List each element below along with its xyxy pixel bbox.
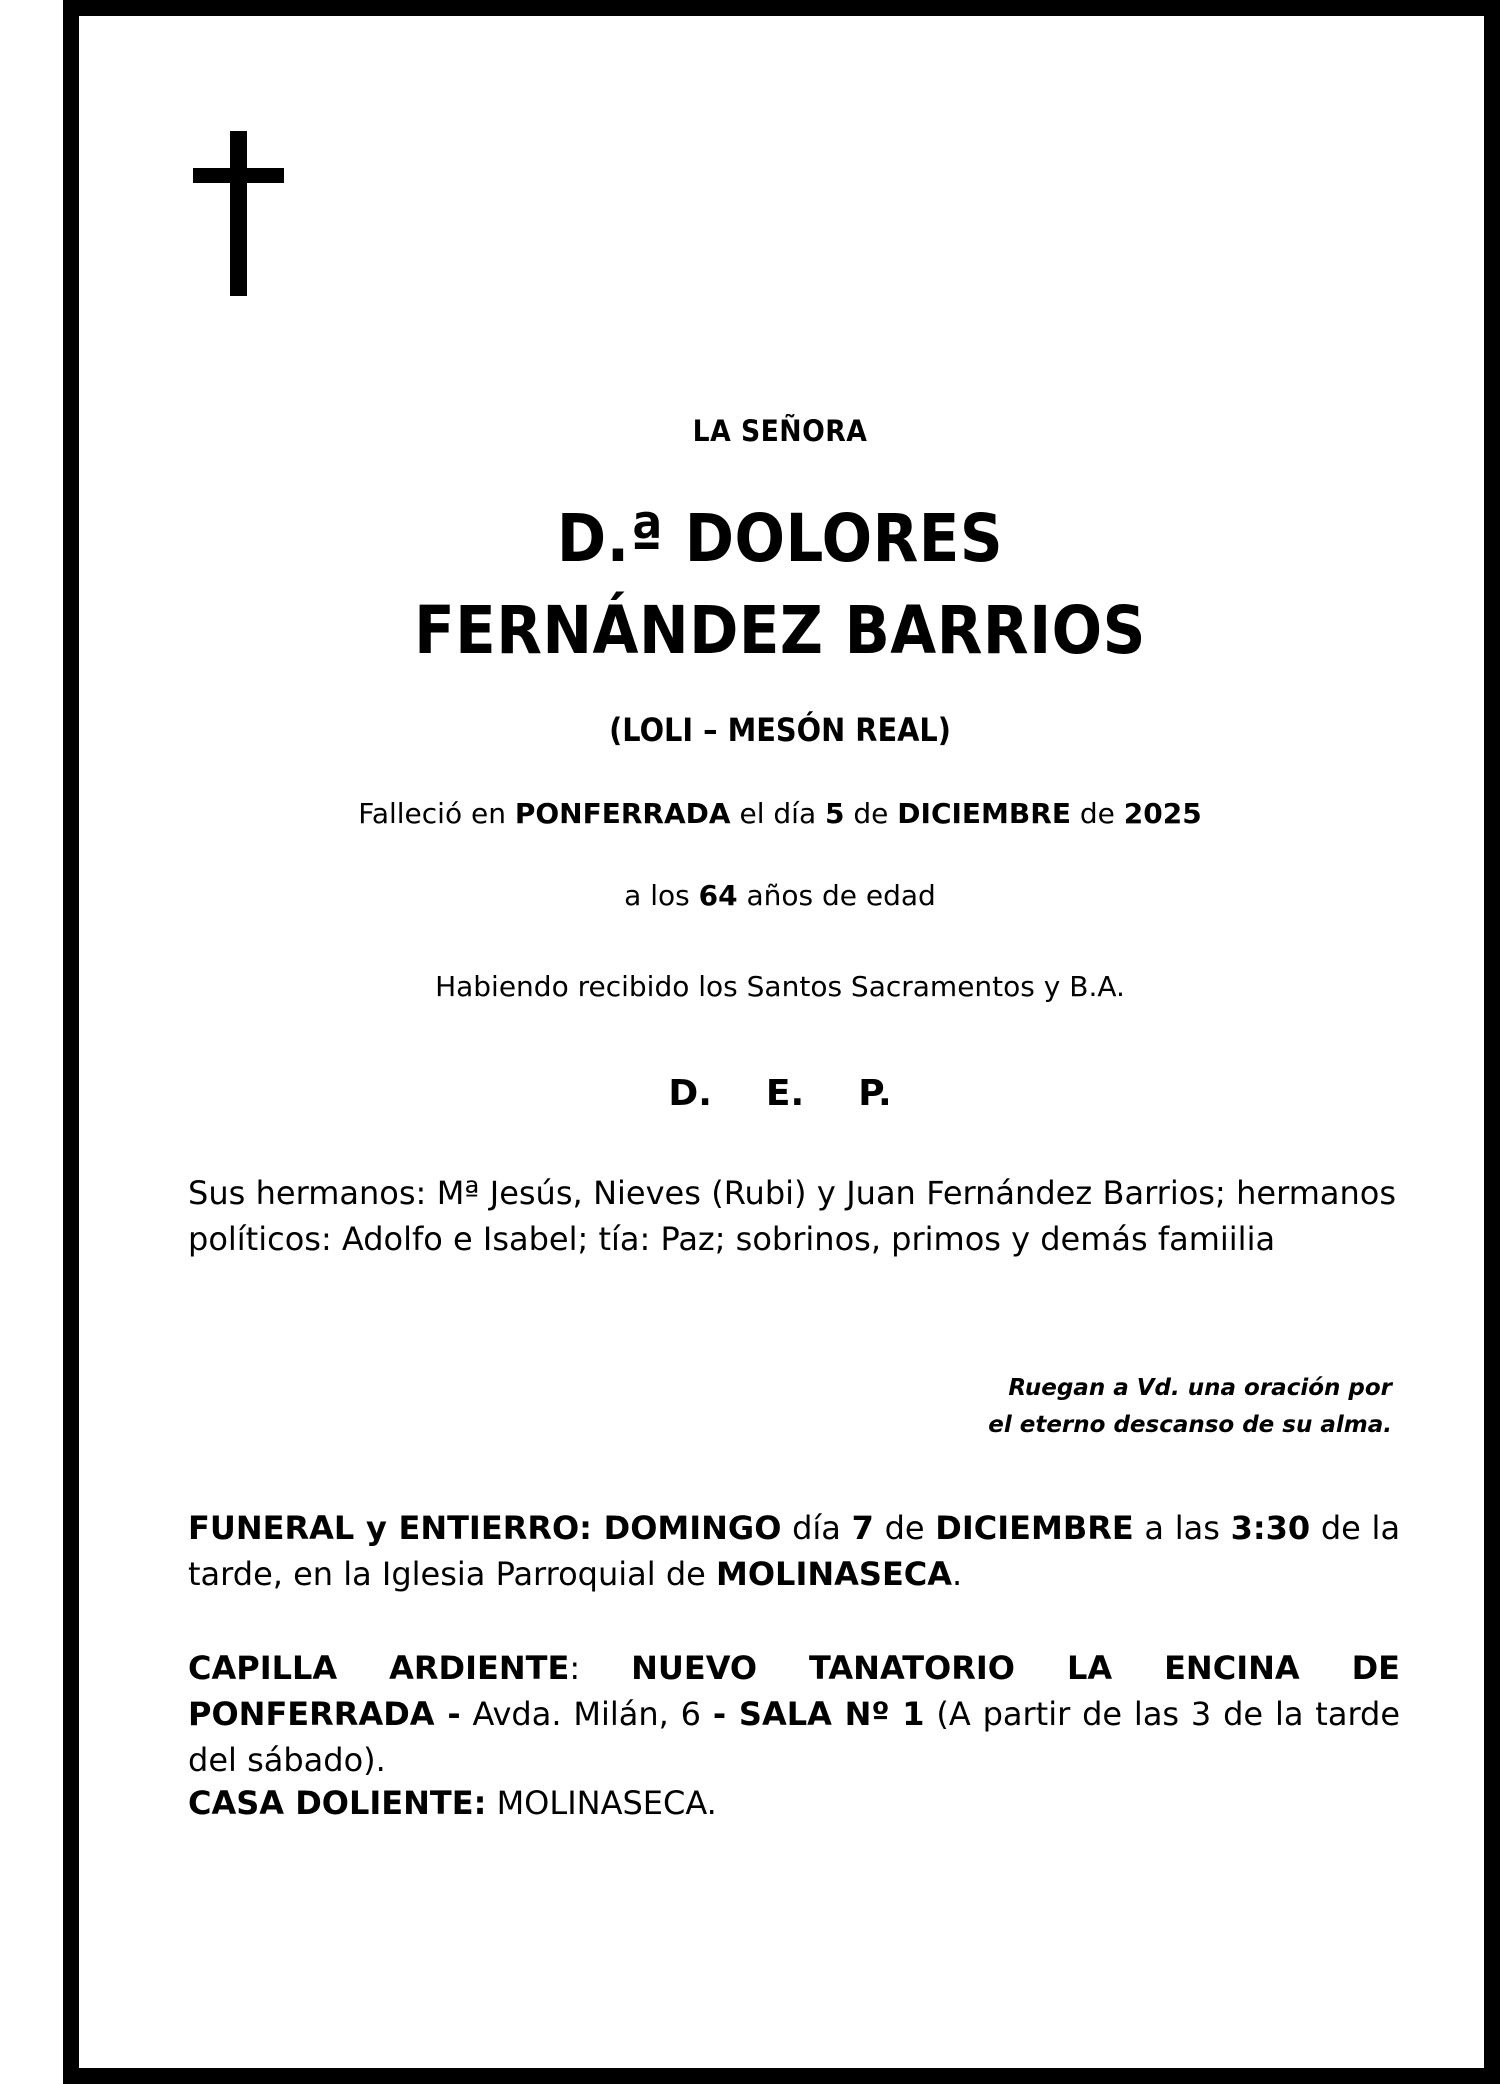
cross-horizontal-bar (193, 168, 284, 183)
chapel-address: Avda. Milán, 6 (460, 1695, 713, 1733)
chapel-venue: NUEVO TANATORIO LA ENCINA DE PONFERRADA - (188, 1649, 1401, 1733)
text: de la tarde, en la Iglesia Parroquial de (188, 1509, 1401, 1593)
dep-letter: D. (668, 1073, 712, 1114)
death-year: 2025 (1123, 797, 1202, 830)
funeral-day: 7 (851, 1509, 874, 1547)
funeral-month: DICIEMBRE (935, 1509, 1134, 1547)
mourning-house-label: CASA DOLIENTE: (188, 1784, 487, 1822)
funeral-place: MOLINASECA (716, 1555, 953, 1593)
honorific-title: LA SEÑORA (692, 414, 868, 448)
text: de (1070, 797, 1124, 830)
mourning-house-value: MOLINASECA. (486, 1784, 717, 1822)
dep-letter: P. (858, 1073, 892, 1114)
text: el día (730, 797, 825, 830)
text: de (873, 1509, 936, 1547)
funeral-label: FUNERAL y ENTIERRO: DOMINGO (188, 1509, 782, 1547)
cross-icon (193, 131, 284, 296)
text: . (952, 1555, 963, 1593)
chapel-info (188, 1645, 1400, 1783)
prayer-request (832, 1370, 1392, 1444)
funeral-time: 3:30 (1230, 1509, 1311, 1547)
death-month: DICIEMBRE (897, 797, 1071, 830)
text: años de edad (737, 879, 936, 912)
text: a las (1133, 1509, 1231, 1547)
chapel-note: (A partir de las 3 de la tarde del sábado). (188, 1695, 1401, 1779)
text: día (781, 1509, 852, 1547)
name-line-1: D.ª DOLORES (556, 500, 1004, 577)
death-place: PONFERRADA (514, 797, 731, 830)
chapel-room: - SALA Nº 1 (712, 1695, 925, 1733)
sacraments-line: Habiendo recibido los Santos Sacramentos y B.A. (435, 970, 1125, 1003)
nickname: (LOLI – MESÓN REAL) (609, 711, 951, 749)
cross-vertical-bar (230, 131, 247, 296)
prayer-line-1: Ruegan a Vd. una oración por (1008, 1375, 1392, 1401)
text: Falleció en (358, 797, 515, 830)
name-line-2: FERNÁNDEZ BARRIOS (414, 592, 1146, 669)
dep-abbreviation (140, 1073, 1420, 1114)
dep-letter: E. (765, 1073, 805, 1114)
text: a los (624, 879, 699, 912)
family-paragraph: Sus hermanos: Mª Jesús, Nieves (Rubi) y Juan Fernández Barrios; hermanos políticos: Adolfo e Isabel; tía: Paz; sobrinos, primos y demás famiilia (188, 1174, 1396, 1258)
mourning-house-info (188, 1780, 1400, 1826)
funeral-info (188, 1505, 1400, 1597)
death-info (140, 797, 1420, 830)
deceased-name (204, 493, 1356, 677)
age-years: 64 (698, 879, 738, 912)
age-info (140, 879, 1420, 912)
text: : (569, 1649, 632, 1687)
text: de (844, 797, 898, 830)
chapel-label: CAPILLA ARDIENTE (188, 1649, 570, 1687)
death-day: 5 (825, 797, 845, 830)
prayer-line-2: el eterno descanso de su alma. (988, 1412, 1392, 1438)
